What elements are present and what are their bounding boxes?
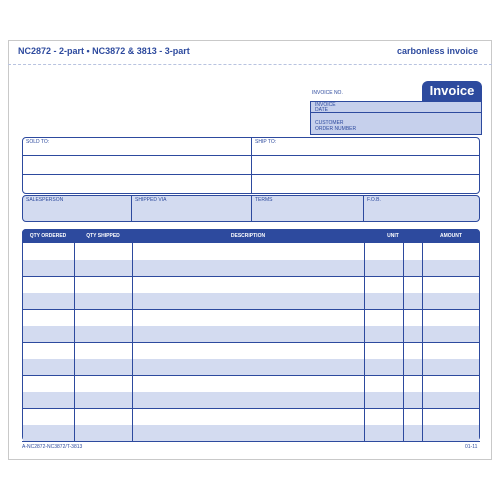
invoice-date-label-line2: DATE [315,107,328,113]
form-code: A-NC2872-NC3872/T-3813 [22,444,83,450]
table-row-shade [23,293,479,310]
form-type: carbonless invoice [396,46,478,56]
col-qty-shipped: QTY SHIPPED [86,233,120,239]
product-codes: NC2872 - 2-part • NC3872 & 3813 - 3-part [18,46,190,56]
address-line-2 [22,174,480,175]
table-row[interactable] [22,342,480,343]
table-row[interactable] [22,309,480,310]
salesperson-label: SALESPERSON [26,197,64,203]
table-row[interactable] [22,276,480,277]
fob-label: F.O.B. [367,197,381,203]
table-row[interactable] [22,441,480,442]
address-line-1 [22,155,480,156]
perforation-line [8,64,492,65]
invoice-date-row[interactable] [311,102,481,113]
sold-to-label: SOLD TO: [26,139,50,145]
col-amount: AMOUNT [440,233,462,239]
table-row-shade [23,359,479,376]
table-row[interactable] [22,408,480,409]
terms-label: TERMS [255,197,273,203]
table-column-divider [74,243,75,441]
invoice-info-box [310,101,482,135]
details-divider-3 [363,195,364,222]
invoice-date-label-line1: INVOICE [315,102,336,108]
table-column-divider [364,243,365,441]
table-column-divider [422,243,423,441]
customer-order-label-line2: ORDER NUMBER [315,126,357,132]
table-row-shade [23,260,479,277]
details-divider-2 [251,195,252,222]
line-items-header [22,229,480,243]
table-row-shade [23,425,479,442]
address-divider [251,137,252,194]
table-column-divider [403,243,404,441]
table-row-shade [23,392,479,409]
col-qty-ordered: QTY ORDERED [29,233,67,239]
customer-order-label-line1: CUSTOMER [315,120,344,126]
table-row[interactable] [22,375,480,376]
shipped-via-label: SHIPPED VIA [135,197,167,203]
revision-code: 01-11 [465,444,478,450]
col-unit: UNIT [387,233,399,239]
table-row-shade [23,326,479,343]
ship-to-label: SHIP TO: [255,139,277,145]
table-column-divider [132,243,133,441]
invoice-title-tab: Invoice [422,81,482,101]
invoice-number-label: INVOICE NO. [312,90,343,96]
col-description: DESCRIPTION [230,233,266,239]
details-divider-1 [131,195,132,222]
customer-order-row[interactable] [311,113,481,132]
